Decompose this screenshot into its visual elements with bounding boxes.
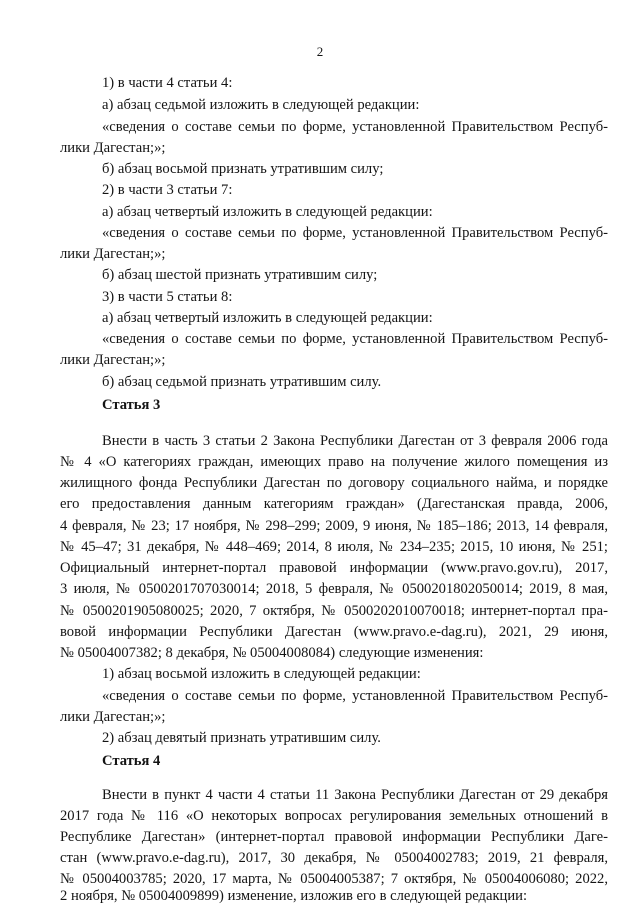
text-line: № 0500201905080025; 2020, 7 октября, № 0500202010070018; интернет-портал пра- xyxy=(60,603,608,619)
text-line: «сведения о составе семьи по форме, установленной Правительством Респуб- xyxy=(102,225,608,241)
text-line: «сведения о составе семьи по форме, установленной Правительством Респуб- xyxy=(102,119,608,135)
text-line: его предоставления данным категориям граждан» (Дагестанская правда, 2006, xyxy=(60,496,608,512)
text-line: а) абзац четвертый изложить в следующей редакции: xyxy=(102,310,433,326)
text-line: вовой информации Республики Дагестан (www.pravo.e-dag.ru), 2021, 29 июня, xyxy=(60,624,608,640)
text-line: Республике Дагестан» (интернет-портал правовой информации Республики Даге- xyxy=(60,829,608,845)
text-line: 1) абзац восьмой изложить в следующей редакции: xyxy=(102,666,421,682)
text-line: б) абзац восьмой признать утратившим силу; xyxy=(102,161,384,177)
text-line: 1) в части 4 статьи 4: xyxy=(102,75,233,91)
article-3-heading: Статья 3 xyxy=(102,397,161,413)
text-line: «сведения о составе семьи по форме, установленной Правительством Респуб- xyxy=(102,331,608,347)
text-line: лики Дагестан;»; xyxy=(60,140,166,156)
text-line: б) абзац шестой признать утратившим силу; xyxy=(102,267,378,283)
text-line: № 05004003785; 2020, 17 марта, № 05004005387; 7 октября, № 05004006080; 2022, xyxy=(60,871,608,887)
text-line: № 4 «О категориях граждан, имеющих право на получение жилого помещения из xyxy=(60,454,608,470)
text-line: 3) в части 5 статьи 8: xyxy=(102,289,233,305)
text-line: Официальный интернет-портал правовой информации (www.pravo.gov.ru), 2017, xyxy=(60,560,608,576)
article-4-heading: Статья 4 xyxy=(102,753,161,769)
text-line: а) абзац седьмой изложить в следующей редакции: xyxy=(102,97,420,113)
text-line: а) абзац четвертый изложить в следующей редакции: xyxy=(102,204,433,220)
text-line: № 45–47; 31 декабря, № 448–469; 2014, 8 июля, № 234–235; 2015, 10 июня, № 251; xyxy=(60,539,608,555)
text-line: 2) в части 3 статьи 7: xyxy=(102,182,233,198)
text-line: 4 февраля, № 23; 17 ноября, № 298–299; 2009, 9 июня, № 185–186; 2013, 14 февраля, xyxy=(60,518,608,534)
text-line: 3 июля, № 0500201707030014; 2018, 5 февраля, № 0500201802050014; 2019, 8 мая, xyxy=(60,581,608,597)
text-line: Внести в пункт 4 части 4 статьи 11 Закона Республики Дагестан от 29 декабря xyxy=(102,787,608,803)
text-line: 2017 года № 116 «О некоторых вопросах регулирования земельных отношений в xyxy=(60,808,608,824)
text-line: лики Дагестан;»; xyxy=(60,709,166,725)
text-line: 2 ноября, № 05004009899) изменение, изложив его в следующей редакции: xyxy=(60,888,528,904)
text-line: лики Дагестан;»; xyxy=(60,246,166,262)
page-number: 2 xyxy=(316,44,324,59)
text-line: 2) абзац девятый признать утратившим силу. xyxy=(102,730,381,746)
text-line: лики Дагестан;»; xyxy=(60,352,166,368)
text-line: «сведения о составе семьи по форме, установленной Правительством Респуб- xyxy=(102,688,608,704)
text-line: Внести в часть 3 статьи 2 Закона Республики Дагестан от 3 февраля 2006 года xyxy=(102,433,608,449)
text-line: б) абзац седьмой признать утратившим силу. xyxy=(102,374,382,390)
text-line: стан (www.pravo.e-dag.ru), 2017, 30 декабря, № 05004002783; 2019, 21 февраля, xyxy=(60,850,608,866)
text-line: жилищного фонда Республики Дагестан по договору социального найма, и порядке xyxy=(60,475,608,491)
text-line: № 05004007382; 8 декабря, № 05004008084) следующие изменения: xyxy=(60,645,484,661)
